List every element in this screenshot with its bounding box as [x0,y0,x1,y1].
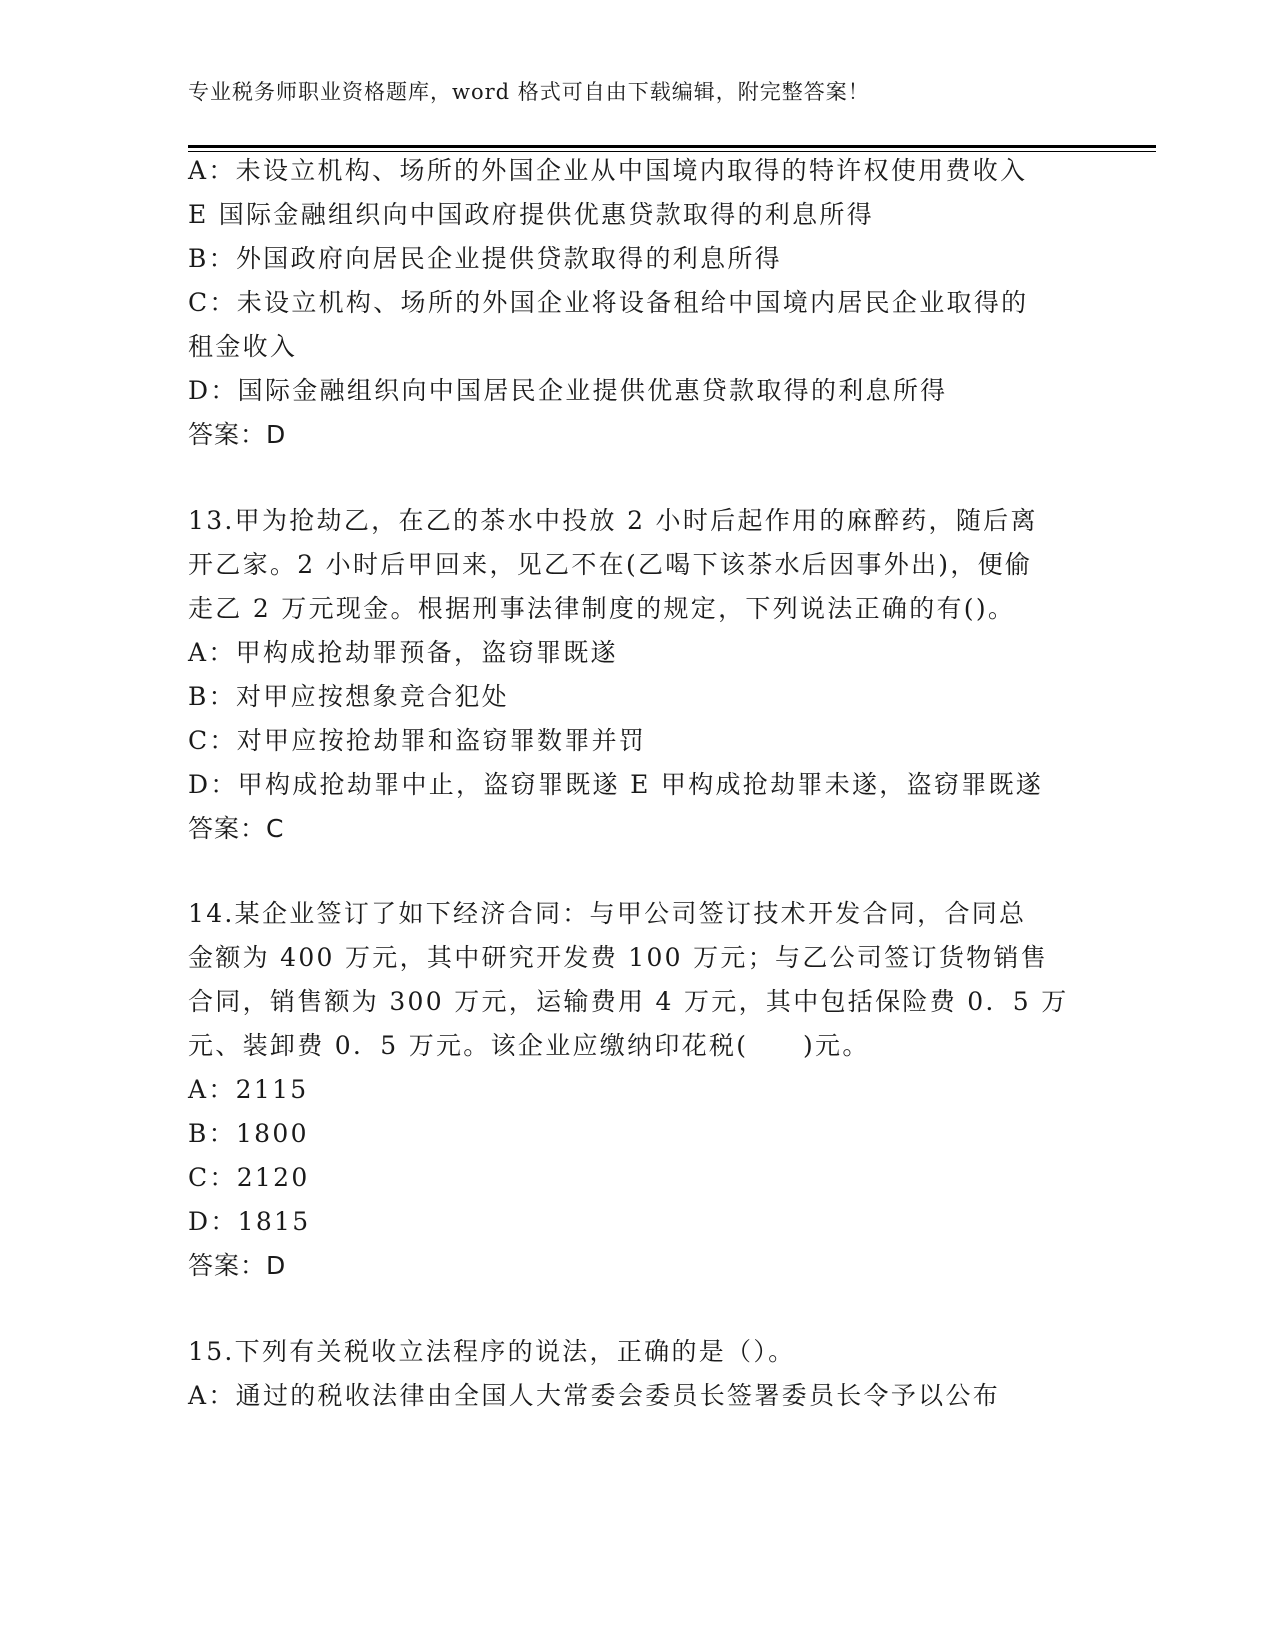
q12-option-c: C：未设立机构、场所的外国企业将设备租给中国境内居民企业取得的 [188,288,1029,317]
page-header: 专业税务师职业资格题库，word 格式可自由下载编辑，附完整答案！ [188,80,870,104]
q14-stem-line-4: 元、装卸费 0．5 万元。该企业应缴纳印花税( )元。 [188,1031,870,1060]
q14-option-b: B：1800 [188,1119,309,1148]
header-rule-thin [188,151,1156,152]
q13-answer: 答案：C [188,814,285,843]
header-rule-thick [188,145,1156,148]
q12-option-c-cont: 租金收入 [188,332,298,361]
q14-option-a: A：2115 [188,1075,309,1104]
q15-option-a: A：通过的税收法律由全国人大常委会委员长签署委员长令予以公布 [188,1381,1001,1410]
q12-option-d: D：国际金融组织向中国居民企业提供优惠贷款取得的利息所得 [188,376,948,405]
q15-stem-line-1: 15.下列有关税收立法程序的说法，正确的是（）。 [188,1337,796,1366]
q12-option-a: A：未设立机构、场所的外国企业从中国境内取得的特许权使用费收入 [188,156,1028,185]
q14-answer: 答案：D [188,1251,287,1280]
q14-stem-line-1: 14.某企业签订了如下经济合同：与甲公司签订技术开发合同，合同总 [188,899,1027,928]
q13-option-d: D：甲构成抢劫罪中止，盗窃罪既遂 E 甲构成抢劫罪未遂，盗窃罪既遂 [188,770,1044,799]
q13-option-b: B：对甲应按想象竞合犯处 [188,682,509,711]
q13-option-a: A：甲构成抢劫罪预备，盗窃罪既遂 [188,638,618,667]
q13-stem-line-1: 13.甲为抢劫乙，在乙的茶水中投放 2 小时后起作用的麻醉药，随后离 [188,506,1038,535]
q14-option-c: C：2120 [188,1163,310,1192]
q14-stem-line-3: 合同，销售额为 300 万元，运输费用 4 万元，其中包括保险费 0．5 万 [188,987,1069,1016]
q13-stem-line-2: 开乙家。2 小时后甲回来，见乙不在(乙喝下该茶水后因事外出)，便偷 [188,550,1033,579]
q13-option-c: C：对甲应按抢劫罪和盗窃罪数罪并罚 [188,726,647,755]
q12-option-e: E 国际金融组织向中国政府提供优惠贷款取得的利息所得 [188,200,874,229]
q13-stem-line-3: 走乙 2 万元现金。根据刑事法律制度的规定，下列说法正确的有()。 [188,594,1016,623]
q12-option-b: B：外国政府向居民企业提供贷款取得的利息所得 [188,244,782,273]
q12-answer: 答案：D [188,420,287,449]
q14-stem-line-2: 金额为 400 万元，其中研究开发费 100 万元；与乙公司签订货物销售 [188,943,1049,972]
q14-option-d: D：1815 [188,1207,311,1236]
